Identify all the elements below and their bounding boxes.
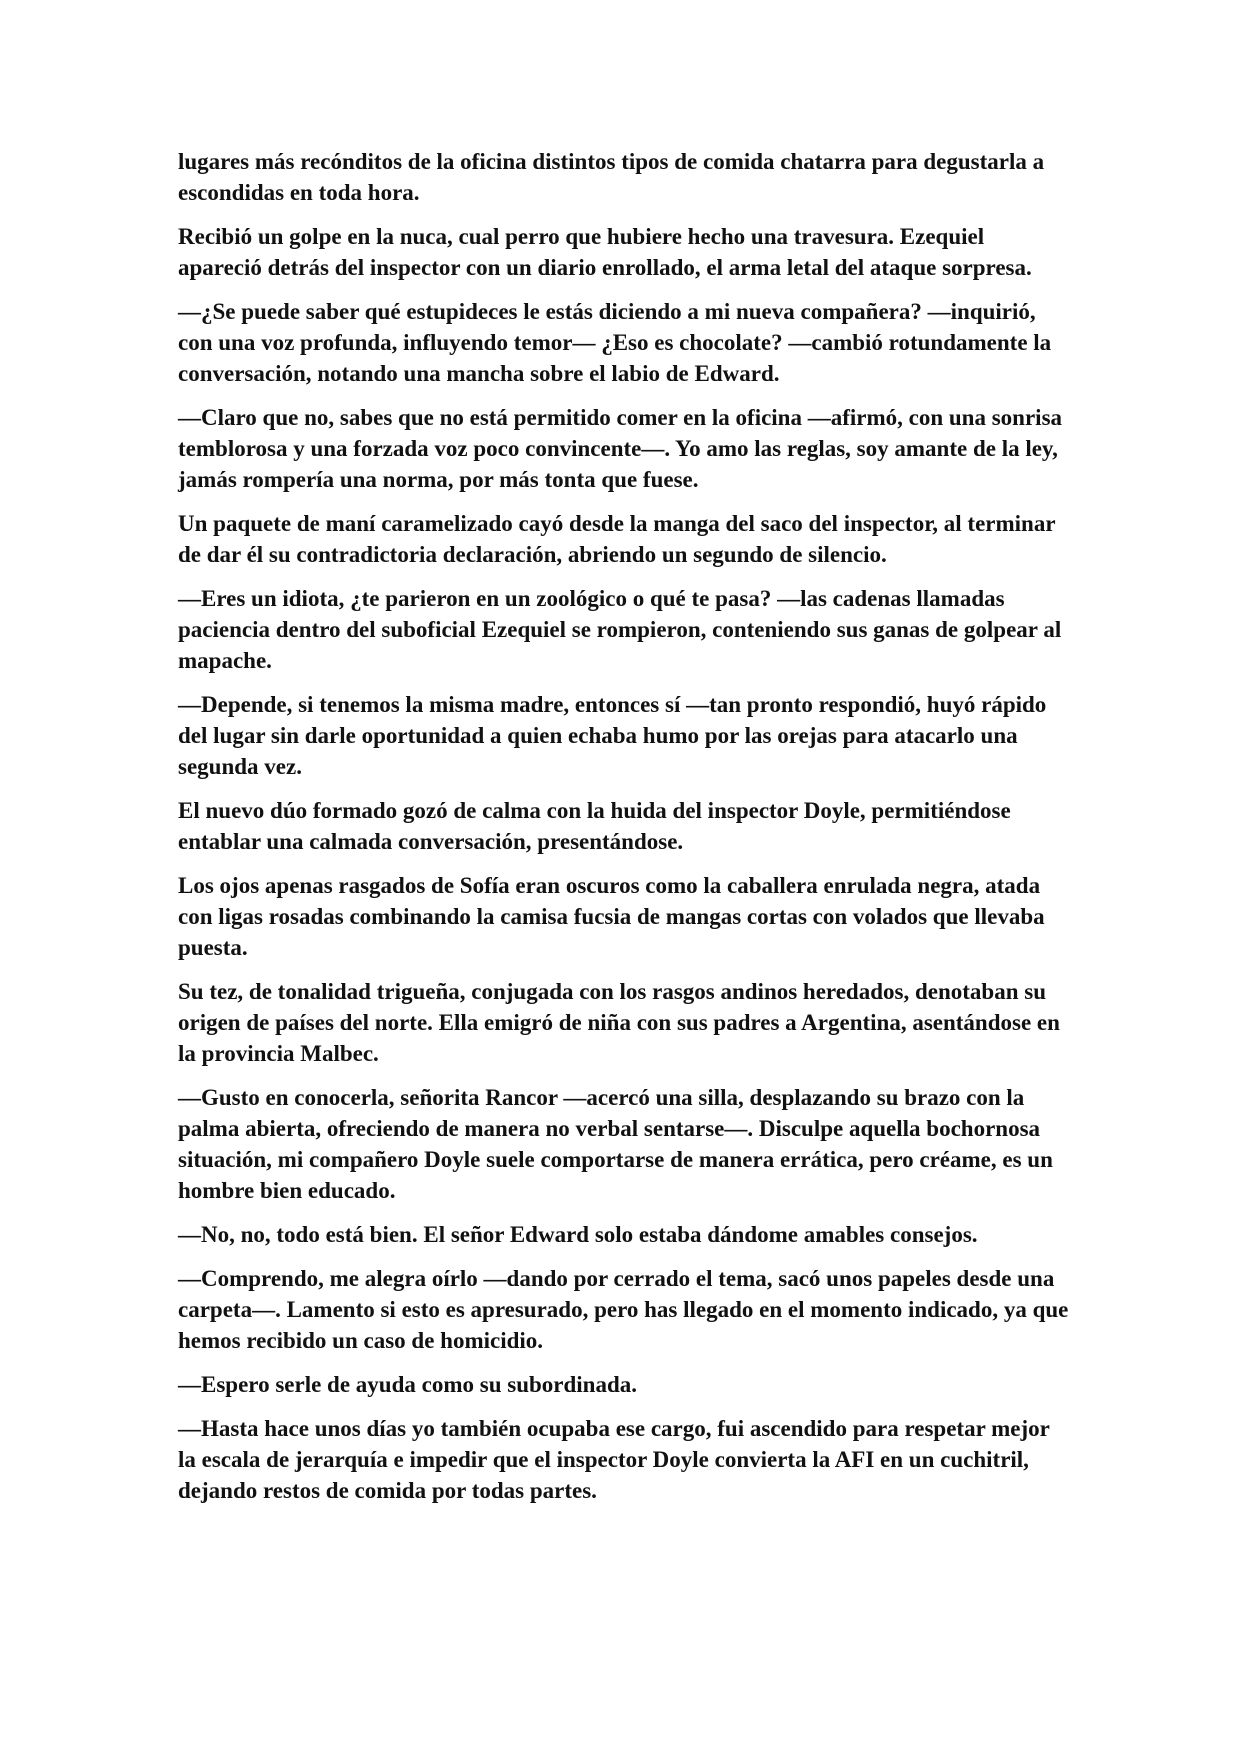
paragraph: —¿Se puede saber qué estupideces le estás diciendo a mi nueva compañera? —inquirió, con una voz profunda, influyendo temor— ¿Eso es chocolate? —cambió rotundamente la conversación, notando una mancha sobre el labio de Edward. (178, 299, 1052, 386)
paragraph: —Depende, si tenemos la misma madre, entonces sí —tan pronto respondió, huyó rápido del lugar sin darle oportunidad a quien echaba humo por las orejas para atacarlo una segunda vez. (178, 692, 1047, 779)
paragraph: —Espero serle de ayuda como su subordinada. (178, 1372, 638, 1397)
paragraph: Los ojos apenas rasgados de Sofía eran oscuros como la caballera enrulada negra, atada con ligas rosadas combinando la camisa fucsia de mangas cortas con volados que llevaba puesta. (178, 873, 1045, 960)
paragraph: —Comprendo, me alegra oírlo —dando por cerrado el tema, sacó unos papeles desde una carpeta—. Lamento si esto es apresurado, pero has llegado en el momento indicado, ya que hemos recibido un caso de homicidio. (178, 1266, 1069, 1353)
paragraph: Recibió un golpe en la nuca, cual perro que hubiere hecho una travesura. Ezequiel apareció detrás del inspector con un diario enrollado, el arma letal del ataque sorpresa. (178, 224, 1032, 280)
page-text-body (178, 146, 1070, 1519)
paragraph: —Eres un idiota, ¿te parieron en un zoológico o qué te pasa? —las cadenas llamadas paciencia dentro del suboficial Ezequiel se rompieron, conteniendo sus ganas de golpear al mapache. (178, 586, 1062, 673)
paragraph: lugares más recónditos de la oficina distintos tipos de comida chatarra para degustarla a escondidas en toda hora. (178, 149, 1045, 205)
paragraph: El nuevo dúo formado gozó de calma con la huida del inspector Doyle, permitiéndose entablar una calmada conversación, presentándose. (178, 798, 1011, 854)
paragraph: Su tez, de tonalidad trigueña, conjugada con los rasgos andinos heredados, denotaban su origen de países del norte. Ella emigró de niña con sus padres a Argentina, asentándose en la provincia Malbec. (178, 979, 1060, 1066)
paragraph: —Gusto en conocerla, señorita Rancor —acercó una silla, desplazando su brazo con la palma abierta, ofreciendo de manera no verbal sentarse—. Disculpe aquella bochornosa situación, mi compañero Doyle suele comportarse de manera errática, pero créame, es un hombre bien educado. (178, 1085, 1053, 1203)
paragraph: —Claro que no, sabes que no está permitido comer en la oficina —afirmó, con una sonrisa temblorosa y una forzada voz poco convincente—. Yo amo las reglas, soy amante de la ley, jamás rompería una norma, por más tonta que fuese. (178, 405, 1063, 492)
paragraph: —Hasta hace unos días yo también ocupaba ese cargo, fui ascendido para respetar mejor la escala de jerarquía e impedir que el inspector Doyle convierta la AFI en un cuchitril, dejando restos de comida por todas partes. (178, 1416, 1050, 1503)
paragraph: Un paquete de maní caramelizado cayó desde la manga del saco del inspector, al terminar de dar él su contradictoria declaración, abriendo un segundo de silencio. (178, 511, 1056, 567)
paragraph: —No, no, todo está bien. El señor Edward solo estaba dándome amables consejos. (178, 1222, 978, 1247)
